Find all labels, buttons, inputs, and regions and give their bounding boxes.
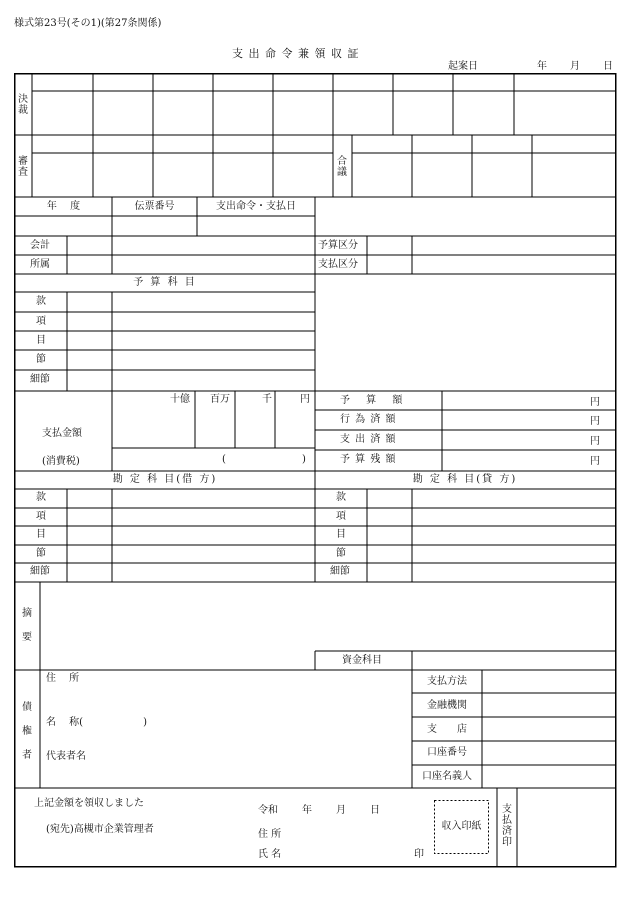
creditor-rep-label: 代表者名 [46, 751, 86, 762]
debit-kan: 款 [36, 492, 46, 503]
draft-date-day: 日 [603, 61, 613, 72]
form-number: 様式第23号(その1)(第27条関係) [14, 18, 162, 29]
shiten-label: 支 店 [427, 724, 467, 735]
aigi-label: 合議 [337, 156, 347, 178]
kanjo-credit-header: 勘 定 科 目(貸 方) [412, 474, 518, 485]
receipt-text: 上記金額を領収しました [34, 798, 144, 809]
shishutsu-zumi-label: 支 出 済 額 [340, 434, 397, 445]
shishutsu-zumi-unit: 円 [590, 436, 600, 447]
credit-kan: 款 [336, 492, 346, 503]
draft-date-label: 起案日 [448, 61, 478, 72]
yosan-kubun-label: 予算区分 [318, 240, 358, 251]
budget-items-header: 予 算 科 目 [133, 277, 197, 288]
kaikei-label: 会計 [30, 240, 50, 251]
debit-moku: 目 [36, 529, 46, 540]
budget-item-saisetsu: 細節 [30, 374, 50, 385]
budget-item-setsu: 節 [36, 354, 46, 365]
shozoku-label: 所属 [30, 259, 50, 270]
kanjo-debit-header: 勘 定 科 目(借 方) [112, 474, 218, 485]
kessai-label: 決裁 [18, 94, 28, 116]
shiharai-kubun-label: 支払区分 [318, 259, 358, 270]
tekiyo-label: 摘要 [22, 608, 32, 643]
form-title: 支 出 命 令 兼 領 収 証 [232, 47, 360, 60]
yosan-gaku-label: 予 算 額 [340, 395, 404, 406]
yosan-zan-label: 予 算 残 額 [340, 454, 397, 465]
kinyu-kikan-label: 金融機関 [427, 700, 467, 711]
koui-zumi-label: 行 為 済 額 [340, 414, 397, 425]
shikin-label: 資金科目 [342, 655, 382, 666]
receipt-day: 日 [370, 805, 380, 816]
shishutsu-date-label: 支出命令・支払日 [216, 201, 296, 212]
tax-paren-close: ) [302, 454, 306, 465]
unit-jyuoku: 十億 [170, 394, 190, 405]
nendo-label: 年 度 [46, 201, 81, 212]
unit-hyakuman: 百万 [210, 394, 230, 405]
receipt-addressee: (宛先)高槻市企業管理者 [46, 824, 154, 835]
paid-stamp-label: 支払済印 [502, 804, 512, 848]
draft-date-month: 月 [570, 61, 580, 72]
unit-sen: 千 [262, 394, 272, 405]
kouza-meigi-label: 口座名義人 [422, 771, 472, 782]
budget-item-moku: 目 [36, 335, 46, 346]
receipt-month: 月 [336, 805, 346, 816]
debit-setsu: 節 [36, 548, 46, 559]
payment-tax-label: (消費税) [42, 456, 80, 467]
receipt-address-label: 住 所 [258, 829, 282, 840]
receipt-seal-mark: 印 [414, 849, 424, 860]
koui-zumi-unit: 円 [590, 416, 600, 427]
receipt-era: 令和 [258, 805, 278, 816]
revenue-stamp-label: 収入印紙 [441, 821, 482, 832]
shinsa-label: 審査 [18, 156, 28, 178]
payment-label: 支払金額 [42, 428, 82, 439]
yosan-gaku-unit: 円 [590, 397, 600, 408]
tax-paren-open: ( [222, 454, 226, 465]
creditor-address-label: 住 所 [46, 673, 80, 684]
debit-kou: 項 [36, 511, 46, 522]
debit-saisetsu: 細節 [30, 566, 50, 577]
receipt-name-label: 氏 名 [258, 849, 282, 860]
credit-kou: 項 [336, 511, 346, 522]
unit-en: 円 [300, 394, 310, 405]
credit-saisetsu: 細節 [330, 566, 350, 577]
denpyo-label: 伝票番号 [134, 201, 175, 212]
budget-item-kan: 款 [36, 296, 46, 307]
creditor-name-label: 名 称( ) [46, 717, 147, 728]
draft-date-year: 年 [537, 61, 547, 72]
shiharai-houhou-label: 支払方法 [427, 676, 467, 687]
credit-moku: 目 [336, 529, 346, 540]
kouza-bangou-label: 口座番号 [427, 747, 467, 758]
budget-item-kou: 項 [36, 316, 46, 327]
receipt-year: 年 [302, 805, 312, 816]
yosan-zan-unit: 円 [590, 456, 600, 467]
creditor-label: 債権者 [22, 702, 32, 761]
credit-setsu: 節 [336, 548, 346, 559]
